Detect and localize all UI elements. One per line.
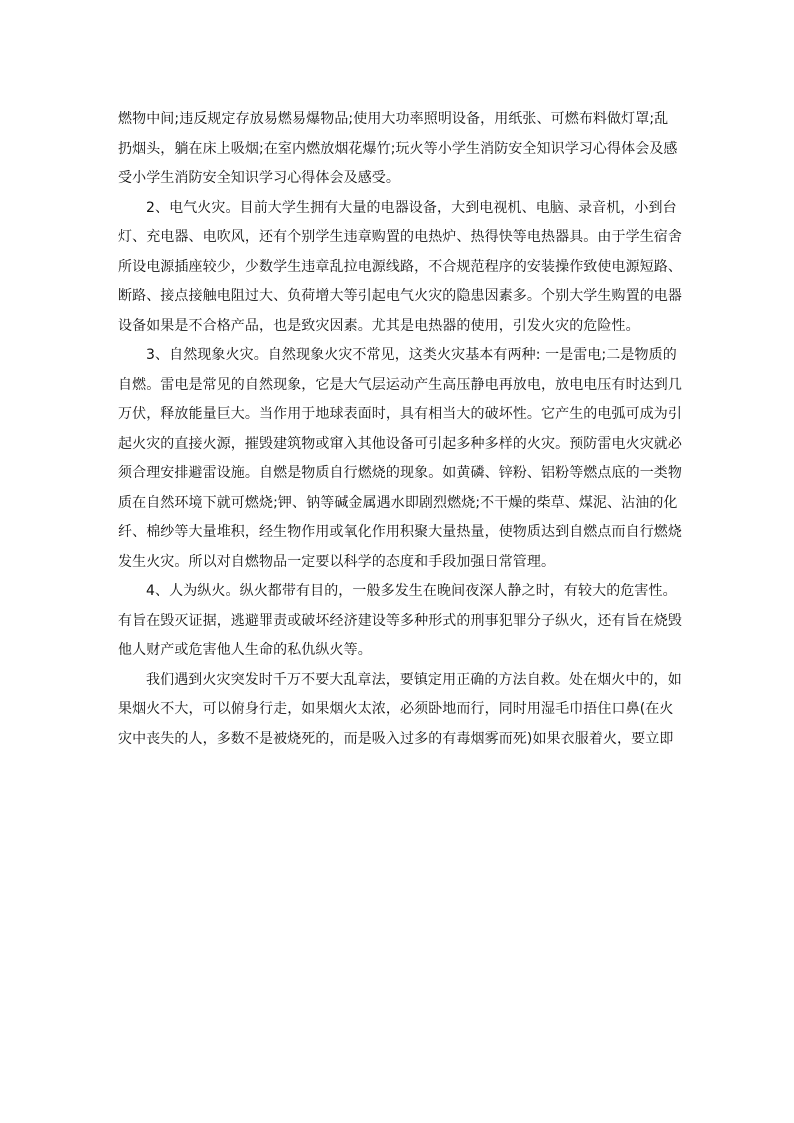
text-line: 起火灾的直接火源，摧毁建筑物或窜入其他设备可引起多种多样的火灾。预防雷电火灾就必 — [118, 435, 682, 452]
text-line: 自燃。雷电是常见的自然现象，它是大气层运动产生高压静电再放电，放电电压有时达到几 — [118, 376, 682, 393]
text-line: 所设电源插座较少，少数学生违章乱拉电源线路，不合规范程序的安装操作致使电源短路、 — [118, 258, 682, 275]
text-line: 灯、充电器、电吹风，还有个别学生违章购置的电热炉、热得快等电热器具。由于学生宿舍 — [118, 229, 682, 245]
text-line: 3、自然现象火灾。自然现象火灾不常见，这类火灾基本有两种: 一是雷电;二是物质的 — [146, 347, 677, 363]
paragraph-natural-fire — [118, 341, 683, 577]
text-line: 质在自然环境下就可燃烧;钾、钠等碱金属遇水即剧烈燃烧;不干燥的柴草、煤泥、沾油的化 — [118, 494, 678, 511]
text-line: 须合理安排避雷设施。自燃是物质自行燃烧的现象。如黄磷、锌粉、铝粉等燃点底的一类物 — [118, 465, 682, 481]
text-line: 2、电气火灾。目前大学生拥有大量的电器设备，大到电视机、电脑、录音机，小到台 — [146, 199, 677, 216]
text-line: 灾中丧失的人，多数不是被烧死的，而是吸入过多的有毒烟雾而死)如果衣服着火，要立即 — [118, 730, 674, 747]
document-body — [118, 105, 683, 754]
text-line: 他人财产或危害他人生命的私仇纵火等。 — [118, 642, 372, 658]
text-line: 4、人为纵火。纵火都带有目的，一般多发生在晚间夜深人静之时，有较大的危害性。 — [146, 583, 677, 599]
paragraph-electrical-fire — [118, 194, 683, 342]
text-line: 扔烟头，躺在床上吸烟;在室内燃放烟花爆竹;玩火等小学生消防安全知识学习心得体会及感 — [118, 140, 678, 157]
text-line: 果烟火不大，可以俯身行走，如果烟火太浓，必须卧地而行，同时用湿毛巾捂住口鼻(在火 — [118, 701, 674, 717]
text-line: 万伏，释放能量巨大。当作用于地球表面时，具有相当大的破坏性。它产生的电弧可成为引 — [118, 406, 682, 422]
text-line: 发生火灾。所以对自燃物品一定要以科学的态度和手段加强日常管理。 — [118, 553, 556, 570]
text-line: 燃物中间;违反规定存放易燃易爆物品;使用大功率照明设备，用纸张、可燃布料做灯罩;乱 — [118, 111, 669, 127]
paragraph-arson — [118, 577, 683, 666]
text-line: 有旨在毁灭证据，逃避罪责或破坏经济建设等多种形式的刑事犯罪分子纵火，还有旨在烧毁 — [118, 612, 682, 629]
text-line: 我们遇到火灾突发时千万不要大乱章法，要镇定用正确的方法自救。处在烟火中的，如 — [146, 671, 682, 688]
paragraph-1 — [118, 105, 683, 194]
text-line: 断路、接点接触电阻过大、负荷增大等引起电气火灾的隐患因素多。个别大学生购置的电器 — [118, 288, 682, 304]
paragraph-self-rescue — [118, 666, 683, 755]
text-line: 设备如果是不合格产品，也是致灾因素。尤其是电热器的使用，引发火灾的危险性。 — [118, 317, 640, 334]
text-line: 受小学生消防安全知识学习心得体会及感受。 — [118, 170, 400, 186]
text-line: 纤、棉纱等大量堆积，经生物作用或氧化作用积聚大量热量，使物质达到自燃点而自行燃烧 — [118, 524, 682, 540]
